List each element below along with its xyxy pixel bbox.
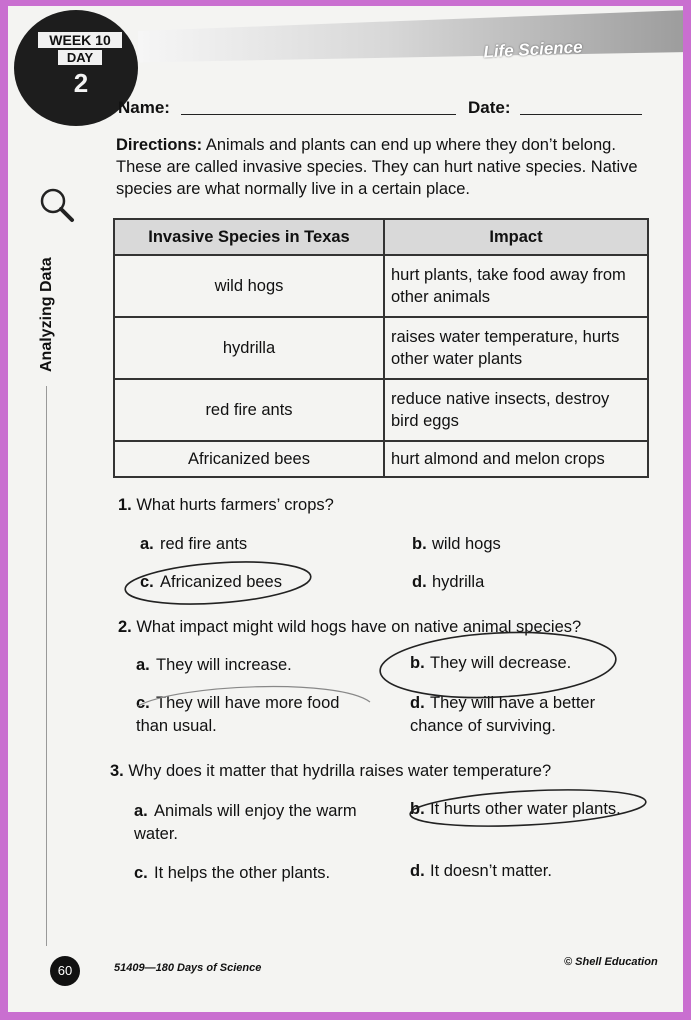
option-letter: b. bbox=[410, 654, 425, 672]
subject-label: Life Science bbox=[482, 37, 584, 62]
directions-text: Animals and plants can end up where they don’t belong. These are called invasive species. They can hurt native species. Native species are what normally live in a certain place. bbox=[116, 136, 638, 198]
table-cell-species: hydrilla bbox=[114, 317, 384, 379]
option-letter: c. bbox=[136, 694, 150, 712]
option-letter: a. bbox=[136, 656, 150, 674]
worksheet-page bbox=[8, 6, 683, 1012]
option-letter: c. bbox=[134, 864, 148, 882]
pen-circle-q2-b bbox=[378, 627, 617, 703]
option-text: It doesn’t matter. bbox=[430, 862, 552, 880]
table-header-species: Invasive Species in Texas bbox=[114, 219, 384, 255]
option-letter: a. bbox=[134, 802, 148, 820]
option-text: It hurts other water plants. bbox=[430, 800, 621, 818]
option-text: They will have a better chance of surviving. bbox=[410, 694, 596, 735]
table-cell-impact: hurt almond and melon crops bbox=[384, 441, 648, 477]
option-text: Animals will enjoy the warm water. bbox=[134, 802, 357, 843]
table-cell-impact: reduce native insects, destroy bird eggs bbox=[384, 379, 648, 441]
option-text: They will increase. bbox=[156, 656, 292, 674]
question-text: Why does it matter that hydrilla raises water temperature? bbox=[128, 762, 552, 780]
pen-circle-q3-b bbox=[409, 785, 646, 831]
option-letter: c. bbox=[140, 573, 154, 591]
day-number: 2 bbox=[73, 68, 89, 98]
sidebar-label: Analyzing Data bbox=[38, 257, 55, 372]
question-number: 1. bbox=[118, 496, 132, 514]
option-letter: a. bbox=[140, 535, 154, 553]
pen-arc-q2-c bbox=[138, 687, 370, 706]
table-cell-species: wild hogs bbox=[114, 255, 384, 317]
option-text: They will have more food than usual. bbox=[136, 694, 340, 735]
name-label: Name: bbox=[118, 98, 170, 117]
option-text: They will decrease. bbox=[430, 654, 572, 672]
table-cell-species: Africanized bees bbox=[114, 441, 384, 477]
option-letter: d. bbox=[410, 694, 425, 712]
question-text: What hurts farmers’ crops? bbox=[136, 496, 334, 514]
option-letter: d. bbox=[412, 573, 427, 591]
pen-circle-q1-c bbox=[124, 557, 312, 610]
option-text: It helps the other plants. bbox=[154, 864, 331, 882]
option-letter: d. bbox=[410, 862, 425, 880]
question-text: What impact might wild hogs have on native animal species? bbox=[136, 618, 582, 636]
option-text: red fire ants bbox=[160, 535, 248, 553]
footer-left: 51409—180 Days of Science bbox=[114, 962, 262, 974]
question-number: 2. bbox=[118, 618, 132, 636]
handwritten-answer-marks bbox=[8, 6, 683, 1012]
table-header-impact: Impact bbox=[384, 219, 648, 255]
footer-right: © Shell Education bbox=[564, 956, 658, 968]
table-cell-impact: hurt plants, take food away from other animals bbox=[384, 255, 648, 317]
directions-lead: Directions: bbox=[116, 136, 203, 154]
option-text: hydrilla bbox=[432, 573, 485, 591]
option-text: Africanized bees bbox=[160, 573, 282, 591]
table-cell-impact: raises water temperature, hurts other water plants bbox=[384, 317, 648, 379]
week-label: WEEK 10 bbox=[38, 32, 122, 48]
option-letter: b. bbox=[410, 800, 425, 818]
table-cell-species: red fire ants bbox=[114, 379, 384, 441]
question-number: 3. bbox=[110, 762, 124, 780]
option-letter: b. bbox=[412, 535, 427, 553]
page-number: 60 bbox=[50, 956, 80, 986]
date-label: Date: bbox=[468, 98, 511, 117]
option-text: wild hogs bbox=[432, 535, 501, 553]
day-label: DAY bbox=[58, 50, 102, 65]
